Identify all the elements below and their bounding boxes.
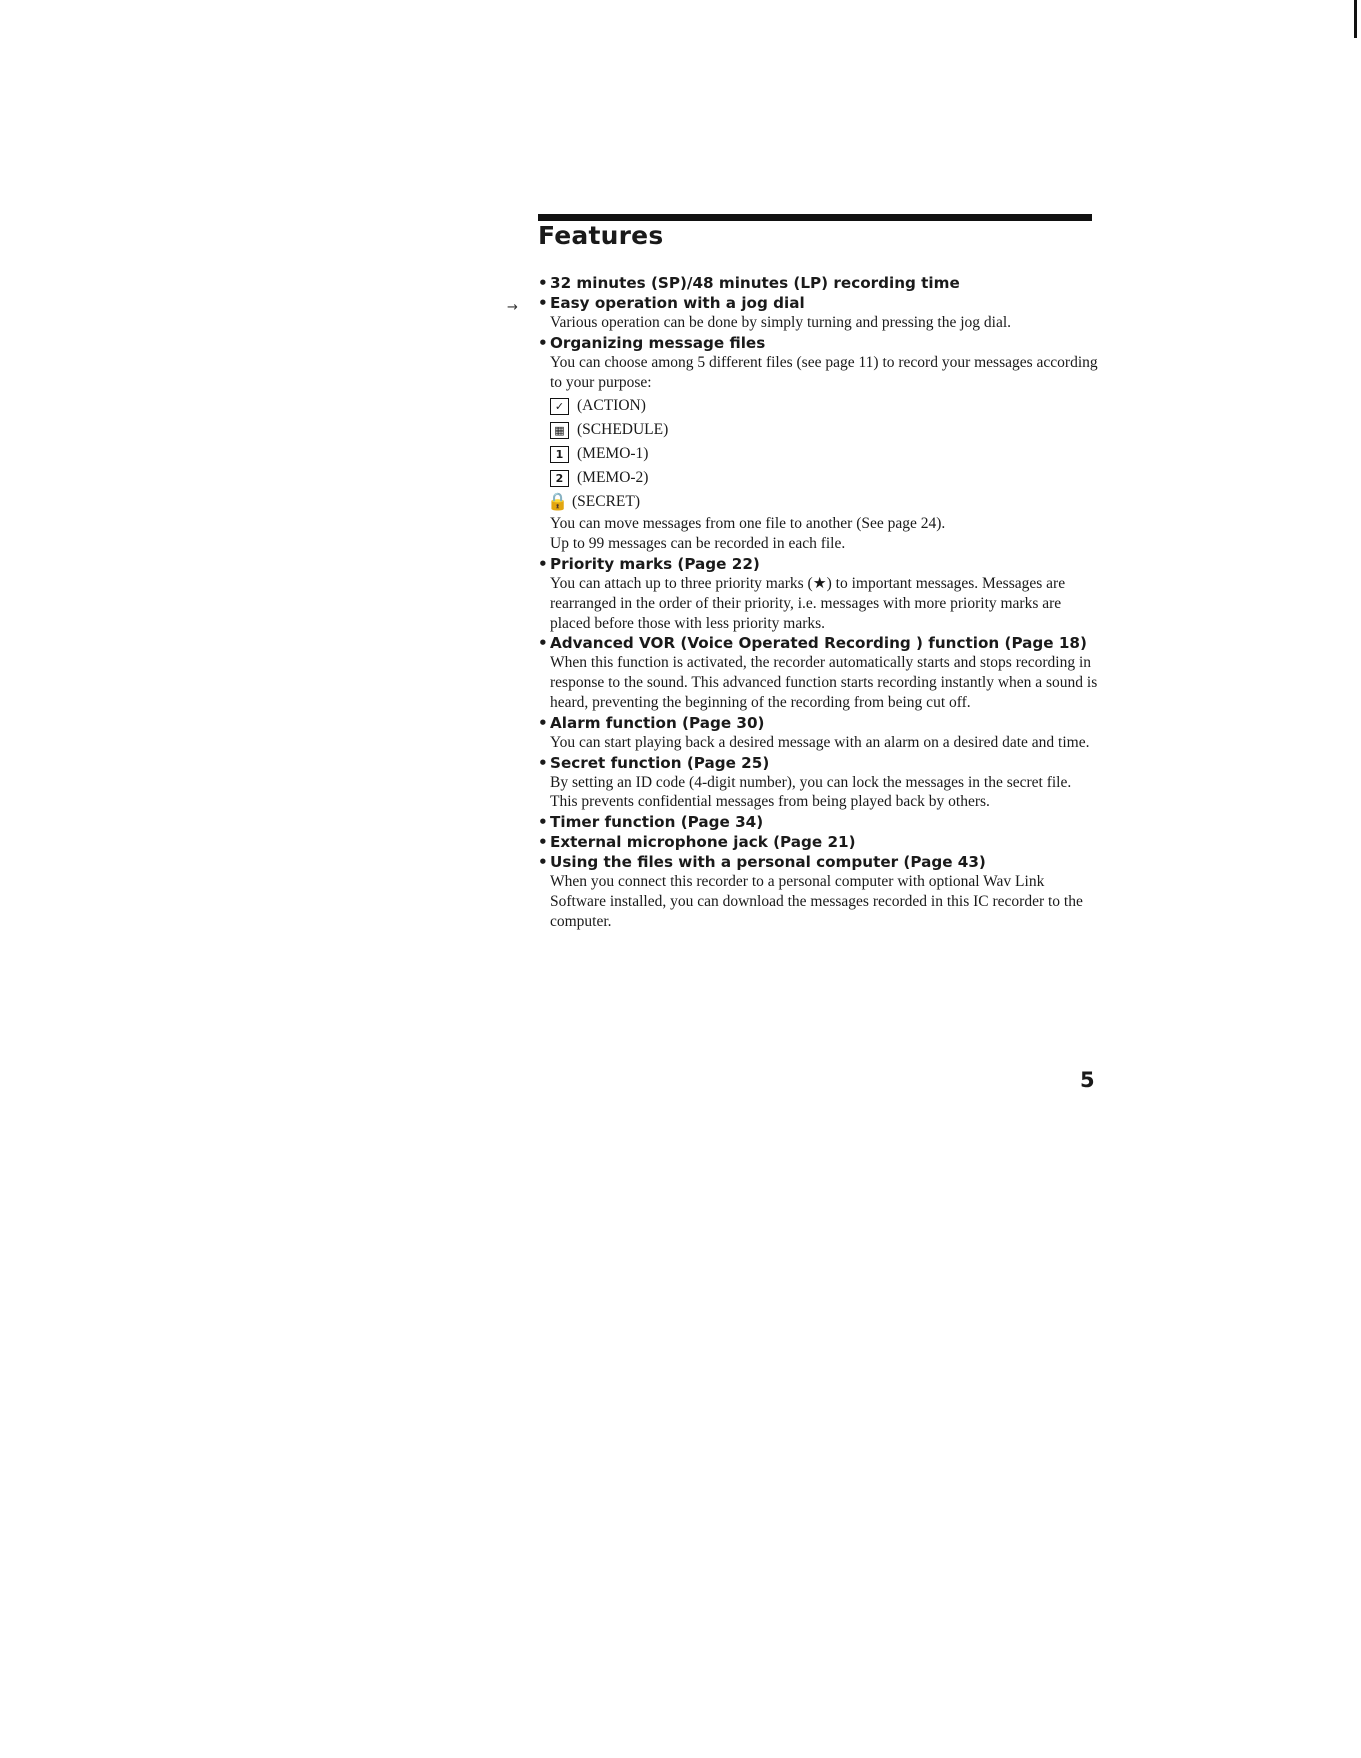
- memo-2-file-icon: 2: [550, 470, 569, 487]
- bullet: •: [538, 833, 548, 852]
- feature-item: [538, 554, 1098, 633]
- edge-mark: [1354, 0, 1357, 38]
- feature-heading-text: Organizing message files: [550, 333, 766, 352]
- file-label: (SECRET): [572, 493, 641, 511]
- feature-description: [538, 574, 1098, 633]
- bullet: •: [538, 713, 548, 732]
- feature-item: [538, 273, 1098, 293]
- feature-heading: [538, 273, 1098, 293]
- description-paragraph: You can start playing back a desired message with an alarm on a desired date and time.: [550, 733, 1090, 751]
- file-list-item: [550, 418, 1098, 442]
- feature-heading-text: Alarm function (Page 30): [550, 713, 765, 732]
- feature-item: [538, 713, 1098, 753]
- feature-heading: [538, 852, 1098, 872]
- file-list-item: [550, 442, 1098, 466]
- feature-heading-text: Timer function (Page 34): [550, 813, 764, 832]
- feature-heading: [538, 713, 1098, 733]
- bullet: •: [538, 753, 548, 772]
- feature-item: [538, 333, 1098, 554]
- feature-description: [538, 653, 1098, 712]
- feature-description: [538, 773, 1098, 813]
- feature-description: [538, 733, 1098, 753]
- description-paragraph: You can attach up to three priority marks (★) to important messages. Messages are rearranged in the order of their priority, i.e. messages with more priority marks are placed before those with less priority marks.: [550, 574, 1066, 632]
- bullet: •: [538, 554, 548, 573]
- feature-heading: [538, 812, 1098, 832]
- page-number: 5: [1080, 1068, 1095, 1092]
- check-file-icon: ✓: [550, 398, 569, 415]
- file-list-item: [547, 490, 1098, 514]
- feature-item: [538, 753, 1098, 813]
- feature-heading: [538, 333, 1098, 353]
- feature-heading: [538, 753, 1098, 773]
- feature-heading: [538, 293, 1098, 313]
- feature-description: [538, 872, 1098, 931]
- description-paragraph: You can choose among 5 different files (see page 11) to record your messages according to your purpose:: [550, 353, 1098, 391]
- feature-item: [538, 293, 1098, 333]
- feature-heading-text: 32 minutes (SP)/48 minutes (LP) recording time: [550, 274, 960, 292]
- feature-item: [538, 633, 1098, 712]
- feature-heading: [538, 832, 1098, 852]
- file-list-item: [550, 394, 1098, 418]
- feature-heading: [538, 633, 1098, 653]
- feature-heading-text: Priority marks (Page 22): [550, 554, 760, 573]
- feature-item: [538, 832, 1098, 852]
- description-paragraph: Various operation can be done by simply turning and pressing the jog dial.: [550, 314, 1012, 331]
- file-label: (ACTION): [577, 397, 646, 415]
- features-list: [538, 273, 1098, 932]
- file-label: (MEMO-1): [577, 445, 649, 463]
- section-rule: [538, 214, 1092, 221]
- memo-1-file-icon: 1: [550, 446, 569, 463]
- feature-description: [538, 313, 1098, 333]
- feature-heading: [538, 554, 1098, 574]
- feature-heading-text: Advanced VOR (Voice Operated Recording ) function (Page 18): [550, 634, 1087, 653]
- description-paragraph: By setting an ID code (4-digit number), you can lock the messages in the secret file. This prevents confidential messages from being played back by others.: [550, 773, 1072, 811]
- description-paragraph: When this function is activated, the recorder automatically starts and stops recording in response to the sound. This advanced function starts recording instantly when a sound is heard, preventing the beginning of the recording from being cut off.: [550, 654, 1098, 711]
- margin-arrow-icon: →: [507, 300, 518, 315]
- description-paragraph: You can move messages from one file to another (See page 24).: [550, 515, 946, 533]
- bullet: •: [538, 813, 548, 832]
- feature-heading-text: Secret function (Page 25): [550, 753, 770, 772]
- bullet: •: [538, 294, 548, 312]
- calendar-file-icon: ▦: [550, 422, 569, 439]
- lock-file-icon: 🔒: [547, 491, 569, 512]
- feature-heading-text: Using the files with a personal computer (Page 43): [550, 853, 986, 872]
- feature-heading-text: Easy operation with a jog dial: [550, 294, 805, 312]
- bullet: •: [538, 274, 548, 292]
- bullet: •: [538, 853, 548, 872]
- bullet: •: [538, 333, 548, 352]
- feature-item: [538, 812, 1098, 832]
- file-label: (SCHEDULE): [577, 421, 669, 439]
- bullet: •: [538, 634, 548, 653]
- description-paragraph: Up to 99 messages can be recorded in each file.: [550, 535, 846, 553]
- feature-item: [538, 852, 1098, 931]
- feature-heading-text: External microphone jack (Page 21): [550, 833, 856, 852]
- feature-description: [538, 353, 1098, 554]
- file-list-item: [550, 466, 1098, 490]
- page-title: Features: [538, 221, 664, 250]
- file-label: (MEMO-2): [577, 469, 649, 487]
- description-paragraph: When you connect this recorder to a personal computer with optional Wav Link Software installed, you can download the messages recorded in this IC recorder to the computer.: [550, 873, 1083, 930]
- file-list: [547, 394, 1098, 514]
